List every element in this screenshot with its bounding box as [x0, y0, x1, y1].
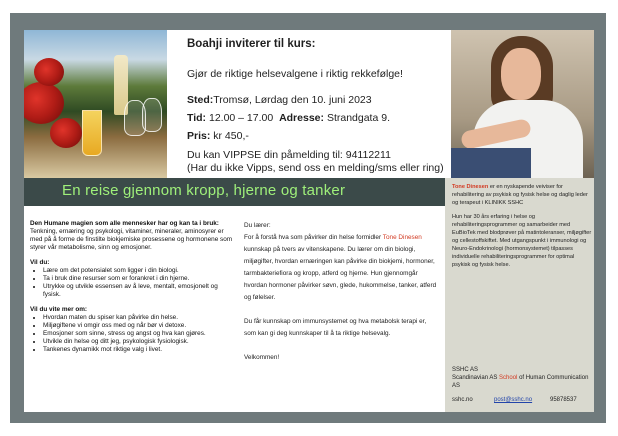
- list-item: • Emosjoner som sinne, stress og angst og hva kan gjøres.: [43, 330, 235, 338]
- instructor-intro: Tone Dinesen er en nyskapende veiviser for rehabilitering av psykisk og fysisk helse og daglig leder og terapeut i KLINIKK SSHC Hun har 30 års erfaring i helse og rehabiliteringsprogrammer og samarbeider med EuBioTek med blodprøver på matintoleranser, miljøgifter og cellestoffskiftet. Med utgangspunkt i immunologi og Neuro-Endokrinologi (hormonsystemet) tilpasses individuelle rehabiliteringsprogrammer for optimal psykisk og fysisk helse.: [452, 184, 592, 268]
- left-column: [30, 220, 235, 354]
- email-link[interactable]: post@sshc.no: [494, 397, 533, 403]
- learn-more-list: [30, 314, 235, 354]
- red-rose-icon: [34, 58, 64, 86]
- middle-column: [244, 220, 440, 364]
- instructor-sidebar: [445, 178, 594, 412]
- address-label: Adresse:: [279, 112, 325, 124]
- phone-number: 95878537: [550, 397, 577, 403]
- want-heading: Vil du:: [30, 259, 50, 266]
- intro-heading: Den Humane magien som alle mennesker har og kan ta i bruk:: [30, 220, 219, 227]
- portrait-photo: [451, 30, 594, 178]
- org-name: SSHC AS: [452, 367, 479, 373]
- list-item: • Lære om det potensialet som ligger i din biologi.: [43, 267, 235, 275]
- red-rose-icon: [24, 82, 64, 124]
- red-rose-icon: [50, 118, 82, 148]
- time-label: Tid:: [187, 112, 207, 124]
- price-line: [187, 130, 249, 142]
- list-item: • Miljøgiftene vi omgir oss med og når bør vi detoxe.: [43, 322, 235, 330]
- course-title: Boahji inviterer til kurs:: [187, 38, 316, 50]
- location-label: Sted:: [187, 94, 214, 106]
- time-line: [187, 112, 390, 124]
- price-value: kr 450,-: [213, 130, 249, 142]
- course-subtitle: Gjør de riktige helsevalgene i riktig rekkefølge!: [187, 68, 403, 80]
- learn-heading: Du lærer:: [244, 222, 271, 229]
- learn-paragraph: For å forstå hva som påvirker din helse formidler Tone Dinesen kunnskap på tvers av vitenskapene. Du lærer om din biologi, miljøgifter, hvordan ernæringen kan påvirke din biokjemi, hormoner, tarmbakteriefiora og kropp, atferd og hjerne. Hun gjennomgår hvordan hormoner påvirker søvn, glede, hukommelse, tanker, atferd og følelser.: [244, 234, 437, 301]
- address-value: Strandgata 9.: [326, 112, 390, 124]
- intro-body: Tenkning, ernæring og psykologi, vitaminer, mineraler, aminosyrer er med på å forme de finstilte biokjemiske prosessene og hormonene som styrer vår metabolisme, sinn og emosjoner.: [30, 228, 233, 251]
- list-item: • Ta i bruk dine resurser som er forankret i din hjerne.: [43, 275, 235, 283]
- instructor-bio: Hun har 30 års erfaring i helse og rehabiliteringsprogrammer og samarbeider med EuBioTek med blodprøver på matintoleranser, miljøgifter og cellestoffskiftet. Med utgangspunkt i immunologi og Neuro-Endokrinologi (hormonsystemet) tilpasses individuelle rehabiliteringsprogrammer for optimal psykisk og fysisk helse.: [452, 214, 592, 268]
- website-link[interactable]: sshc.no: [452, 397, 473, 403]
- price-label: Pris:: [187, 130, 211, 142]
- list-item: • Utrykke og utvikle essensen av å leve, mentalt, emosjonelt og fysisk.: [43, 283, 235, 299]
- location-line: [187, 94, 372, 106]
- organization-block: [452, 366, 594, 390]
- vipps-alternative: (Har du ikke Vipps, send oss en melding/sms eller ring): [187, 162, 444, 174]
- list-item: • Tankenes dynamikk mot riktige valg i livet.: [43, 346, 235, 354]
- roses-wine-photo: [24, 30, 167, 178]
- course-flyer: [24, 30, 594, 412]
- org-full-name: Scandinavian AS School of Human Communication AS: [452, 375, 589, 389]
- time-value: 12.00 – 17.00: [208, 112, 274, 124]
- location-value: Tromsø, Lørdag den 10. juni 2023: [213, 94, 372, 106]
- banner-text: En reise gjennom kropp, hjerne og tanker: [62, 182, 346, 199]
- sidebar-instructor-name: Tone Dinesen: [452, 184, 489, 190]
- theme-banner: [24, 178, 445, 206]
- instructor-name: Tone Dinesen: [382, 234, 422, 241]
- wine-glass: [142, 98, 162, 132]
- list-item: • Utvikle din helse og ditt jeg, psykologisk fysiologisk.: [43, 338, 235, 346]
- vipps-line: Du kan VIPPSE din påmelding til: 94112211: [187, 149, 391, 161]
- juice-glass: [82, 110, 102, 156]
- immune-paragraph: Du får kunnskap om immunsystemet og hva metabolsk terapi er, som kan gi deg kunnskaper til å ta riktige helsevalg.: [244, 318, 427, 337]
- list-item: • Hvordan maten du spiser kan påvirke din helse.: [43, 314, 235, 322]
- welcome-text: Velkommen!: [244, 354, 280, 361]
- learn-more-heading: Vil du vite mer om:: [30, 306, 88, 313]
- want-list: [30, 267, 235, 299]
